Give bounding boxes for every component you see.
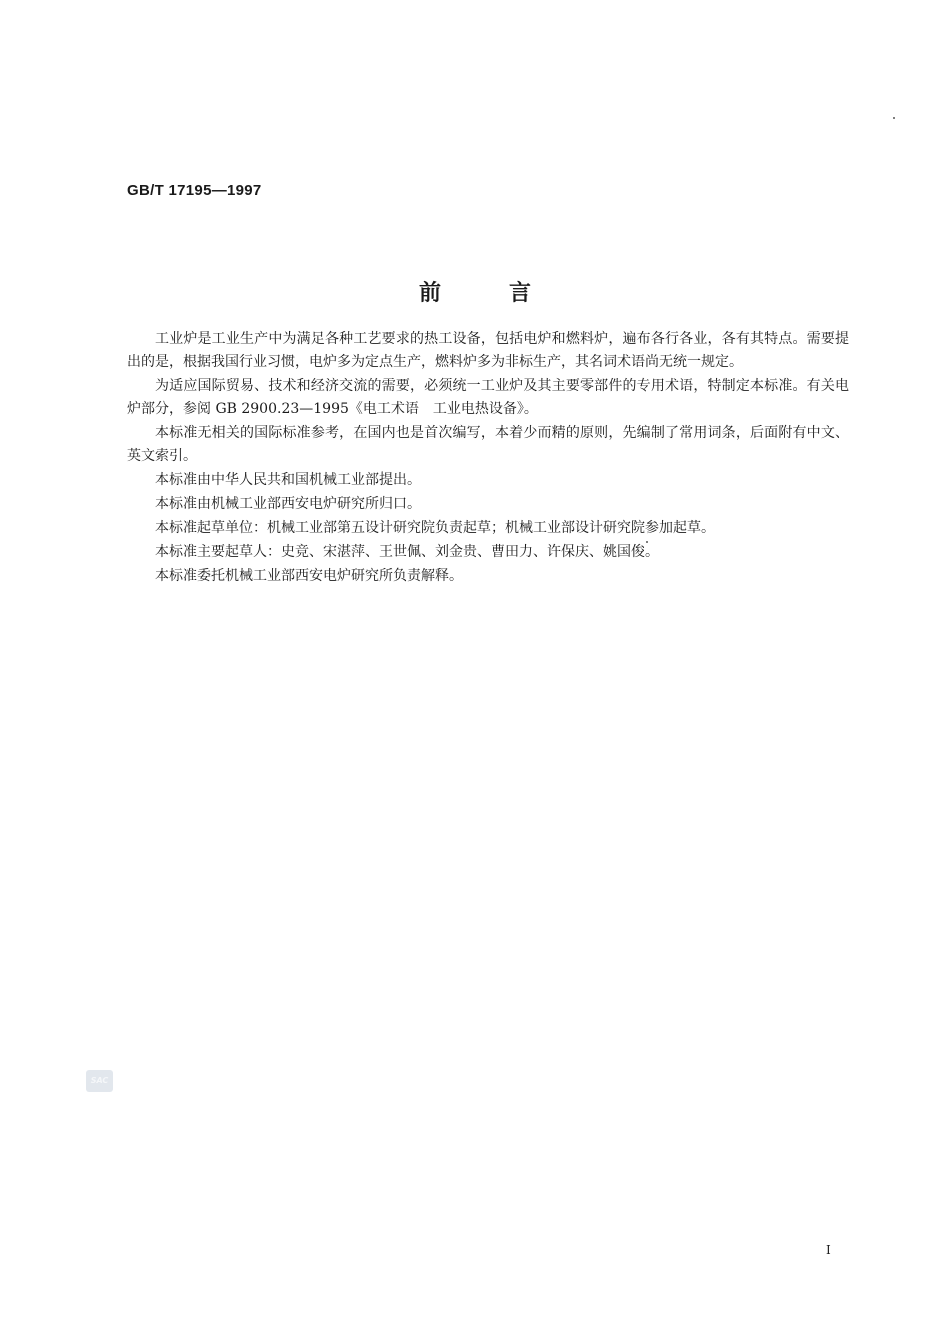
paragraph-3: 本标准无相关的国际标准参考，在国内也是首次编写，本着少而精的原则，先编制了常用词条，后面附有中文、英文索引。 — [127, 425, 849, 464]
page-title: 前言 — [418, 281, 599, 306]
scan-speck — [646, 541, 648, 543]
paragraph-4: 本标准由中华人民共和国机械工业部提出。 — [155, 472, 421, 488]
foreword-body — [127, 328, 849, 589]
paragraph-1: 工业炉是工业生产中为满足各种工艺要求的热工设备，包括电炉和燃料炉，遍布各行各业，各有其特点。需要提出的是，根据我国行业习惯，电炉多为定点生产，燃料炉多为非标生产，其名词术语尚无统一规定。 — [127, 331, 849, 370]
page-number: I — [826, 1243, 831, 1257]
sac-watermark-logo: SAC — [86, 1070, 113, 1092]
scan-speck — [893, 117, 895, 119]
paragraph-2: 为适应国际贸易、技术和经济交流的需要，必须统一工业炉及其主要零部件的专用术语，特制定本标准。有关电炉部分，参阅 GB 2900.23—1995《电工术语 工业电热设备》。 — [127, 378, 849, 417]
paragraph-6: 本标准起草单位：机械工业部第五设计研究院负责起草；机械工业部设计研究院参加起草。 — [155, 520, 715, 536]
standard-code: GB/T 17195—1997 — [127, 182, 262, 199]
paragraph-7: 本标准主要起草人：史竞、宋湛萍、王世佩、刘金贵、曹田力、许保庆、姚国俊。 — [155, 544, 659, 560]
paragraph-8: 本标准委托机械工业部西安电炉研究所负责解释。 — [155, 568, 463, 584]
paragraph-5: 本标准由机械工业部西安电炉研究所归口。 — [155, 496, 421, 512]
